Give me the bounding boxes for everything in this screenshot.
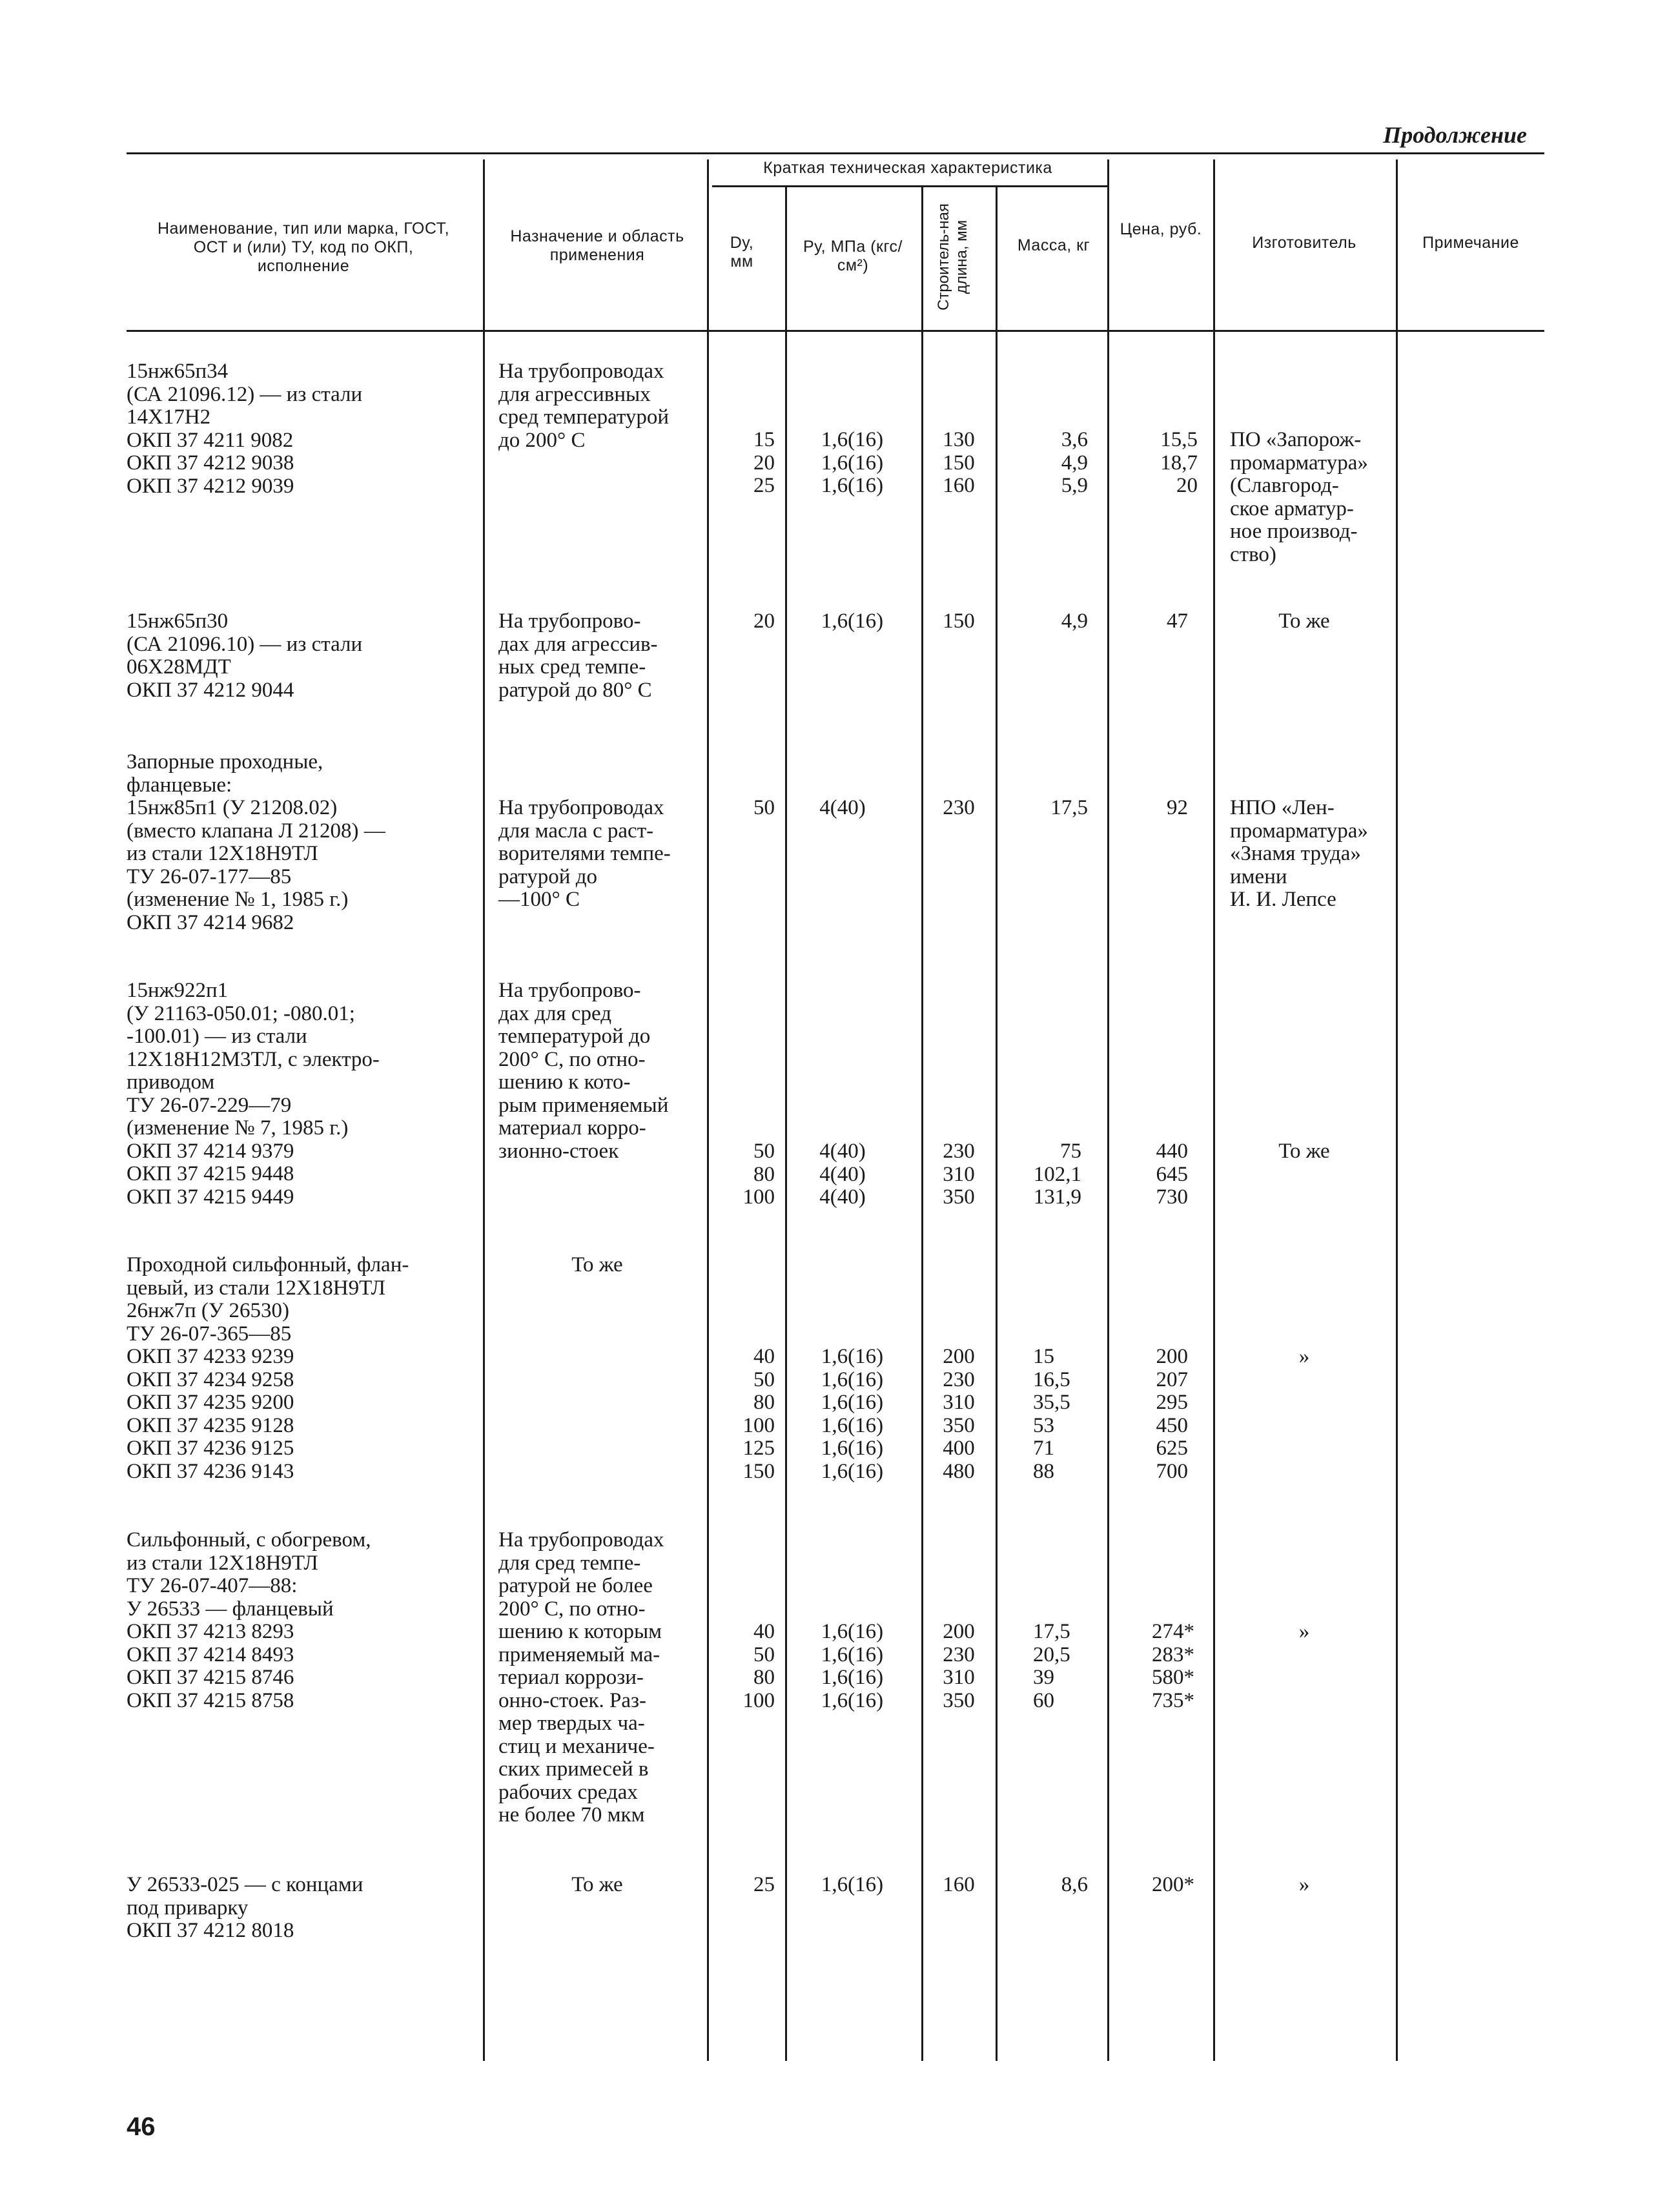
row-3-dy — [717, 797, 775, 820]
mass-value: 17,5 — [1050, 796, 1088, 819]
name-line: цевый, из стали 12Х18Н9ТЛ — [127, 1276, 386, 1300]
py-value: 1,6(16) — [821, 1459, 884, 1483]
row-3-py — [794, 797, 891, 820]
purpose-line: На трубопрово- — [498, 609, 641, 633]
purpose-line: зионно-стоек — [498, 1139, 619, 1163]
header-note: Примечание — [1422, 234, 1519, 252]
maker-line: ское арматур- — [1230, 497, 1354, 520]
length-value: 230 — [943, 1643, 975, 1666]
purpose-line: териал коррози- — [498, 1666, 644, 1689]
purpose-line: ратурой не более — [498, 1574, 653, 1597]
mass-value: 53 — [1033, 1413, 1054, 1437]
name-line: ОКП 37 4214 9682 — [127, 910, 294, 934]
dy-value: 80 — [753, 1162, 775, 1186]
purpose-line: На трубопроводах — [498, 360, 664, 383]
name-line: ОКП 37 4215 8746 — [127, 1666, 294, 1689]
dy-value: 25 — [753, 474, 775, 497]
row-4-name — [127, 979, 380, 1209]
row-4-length — [930, 1140, 988, 1209]
length-value: 160 — [943, 474, 975, 497]
dy-value: 50 — [753, 1367, 775, 1391]
col-divider-3 — [785, 187, 787, 2061]
name-line: 15нж85п1 (У 21208.02) — [127, 796, 338, 819]
dy-value: 80 — [753, 1391, 775, 1414]
name-line: ОКП 37 4215 8758 — [127, 1688, 294, 1712]
purpose-line: дах для агрессив- — [498, 632, 658, 656]
dy-value: 80 — [753, 1666, 775, 1689]
maker-line: промарматура» — [1230, 451, 1368, 475]
name-line: ОКП 37 4212 9039 — [127, 474, 294, 498]
dy-value: 25 — [753, 1873, 775, 1896]
col-divider-8 — [1396, 159, 1398, 2061]
row-5-dy — [717, 1346, 775, 1483]
mass-value: 131,9 — [1033, 1185, 1081, 1209]
header-py: Pу, МПа (кгс/см²) — [803, 238, 903, 274]
purpose-line: рым применяемый — [498, 1093, 669, 1117]
mass-value: 17,5 — [1033, 1620, 1070, 1643]
purpose-line: То же — [571, 1873, 623, 1896]
length-value: 310 — [943, 1391, 975, 1414]
price-value: 207 — [1156, 1367, 1188, 1391]
py-value: 1,6(16) — [821, 609, 884, 633]
purpose-line: сред температурой — [498, 405, 670, 429]
row-1-dy — [717, 429, 775, 498]
purpose-line: ратурой до — [498, 865, 597, 888]
purpose-line: шению к которым — [498, 1620, 662, 1643]
name-line: ОКП 37 4212 9044 — [127, 678, 294, 702]
py-value: 1,6(16) — [821, 1367, 884, 1391]
maker-line: промарматура» — [1230, 819, 1368, 843]
name-line: приводом — [127, 1070, 215, 1094]
continuation-label: Продолжение — [1383, 122, 1527, 148]
name-line: ОКП 37 4211 9082 — [127, 428, 294, 452]
row-2-py — [794, 610, 910, 633]
row-2-mass — [1004, 610, 1088, 633]
py-value: 1,6(16) — [821, 474, 884, 497]
maker-line: ное производ- — [1230, 520, 1358, 543]
row-6-name — [127, 1529, 371, 1712]
name-line: ТУ 26-07-229—79 — [127, 1093, 292, 1117]
price-value: 625 — [1156, 1437, 1188, 1460]
purpose-line: На трубопроводах — [498, 796, 664, 819]
header-subrule — [712, 185, 1107, 187]
row-5-py — [794, 1346, 910, 1483]
name-line: (изменение № 1, 1985 г.) — [127, 888, 349, 911]
purpose-line: материал корро- — [498, 1116, 646, 1140]
length-value: 160 — [943, 1873, 975, 1896]
row-2-length — [930, 610, 988, 633]
price-value: 730 — [1156, 1185, 1188, 1209]
header-dy: Dу, мм — [730, 234, 754, 271]
price-value: 200 — [1156, 1345, 1188, 1368]
row-4-purpose — [498, 979, 668, 1163]
purpose-line: ских примесей в — [498, 1757, 649, 1781]
row-5-mass — [1033, 1346, 1070, 1483]
row-6-mass — [1033, 1621, 1070, 1712]
row-7-dy — [717, 1874, 775, 1897]
purpose-line: На трубопрово- — [498, 979, 641, 1002]
name-line: ОКП 37 4214 8493 — [127, 1643, 294, 1666]
dy-value: 100 — [742, 1185, 775, 1209]
purpose-line: шению к кото- — [498, 1070, 631, 1094]
name-line: Сильфонный, с обогревом, — [127, 1528, 371, 1551]
row-7-length — [930, 1874, 988, 1897]
row-5-purpose — [491, 1254, 704, 1277]
row-3-purpose — [498, 797, 671, 912]
row-1-name — [127, 360, 362, 498]
length-value: 200 — [943, 1345, 975, 1368]
name-line: 15нж65п34 — [127, 360, 229, 383]
price-value: 274* — [1152, 1620, 1194, 1643]
price-value: 200* — [1152, 1873, 1194, 1896]
table-top-rule — [127, 152, 1544, 154]
name-line: 26нж7п (У 26530) — [127, 1299, 289, 1322]
row-4-py — [794, 1140, 891, 1209]
length-value: 150 — [943, 609, 975, 633]
name-line: 15нж65п30 — [127, 609, 229, 633]
row-1-length — [930, 429, 988, 498]
page-number: 46 — [127, 2113, 156, 2141]
length-value: 130 — [943, 428, 975, 451]
header-mass: Масса, кг — [1017, 236, 1090, 254]
py-value: 4(40) — [819, 796, 866, 819]
py-value: 1,6(16) — [821, 1873, 884, 1896]
row-7-maker — [1217, 1874, 1391, 1897]
mass-value: 4,9 — [1061, 451, 1088, 475]
py-value: 1,6(16) — [821, 1413, 884, 1437]
purpose-line: для сред темпе- — [498, 1551, 641, 1575]
name-line: Проходной сильфонный, флан- — [127, 1253, 409, 1276]
purpose-line: 200° С, по отно- — [498, 1047, 646, 1071]
row-6-price — [1117, 1621, 1194, 1712]
dy-value: 20 — [753, 451, 775, 475]
purpose-line: до 200° С — [498, 428, 586, 452]
mass-value: 60 — [1033, 1688, 1054, 1712]
purpose-line: ворителями темпе- — [498, 842, 671, 865]
dy-value: 50 — [753, 1643, 775, 1666]
row-5-name — [127, 1254, 409, 1483]
name-line: (У 21163-050.01; -080.01; — [127, 1001, 355, 1025]
mass-value: 102,1 — [1033, 1162, 1081, 1186]
row-3-maker — [1230, 797, 1368, 912]
length-value: 310 — [943, 1162, 975, 1186]
purpose-line: рабочих средах — [498, 1780, 638, 1804]
purpose-line: применяемый ма- — [498, 1643, 660, 1666]
maker-line: » — [1298, 1873, 1310, 1896]
name-line: У 26533-025 — с концами — [127, 1873, 363, 1896]
maker-line: И. И. Лепсе — [1230, 888, 1336, 911]
name-line: ОКП 37 4233 9239 — [127, 1345, 294, 1368]
row-1-py — [794, 429, 910, 498]
row-1-price — [1117, 429, 1198, 498]
purpose-line: не более 70 мкм — [498, 1803, 645, 1827]
length-value: 480 — [943, 1459, 975, 1483]
dy-value: 100 — [742, 1688, 775, 1712]
row-7-purpose — [491, 1874, 704, 1897]
length-value: 350 — [943, 1413, 975, 1437]
price-value: 440 — [1156, 1140, 1188, 1163]
dy-value: 20 — [753, 609, 775, 633]
price-value: 645 — [1156, 1162, 1188, 1186]
dy-value: 40 — [753, 1345, 775, 1368]
purpose-line: для агрессивных — [498, 382, 651, 406]
col-divider-4 — [921, 187, 923, 2061]
header-bottom-rule — [127, 330, 1544, 332]
name-line: (вместо клапана Л 21208) — — [127, 819, 385, 843]
mass-value: 4,9 — [1061, 609, 1088, 633]
col-divider-1 — [483, 159, 485, 2061]
row-4-mass — [1004, 1140, 1081, 1209]
row-7-name — [127, 1874, 363, 1943]
row-3-price — [1117, 797, 1188, 820]
mass-value: 71 — [1033, 1437, 1054, 1460]
row-2-dy — [717, 610, 775, 633]
price-value: 700 — [1156, 1459, 1188, 1483]
row-7-mass — [1004, 1874, 1088, 1897]
header-brief: Краткая техническая характеристика — [763, 159, 1052, 177]
maker-line: » — [1298, 1345, 1310, 1368]
dy-value: 50 — [753, 796, 775, 819]
mass-value: 39 — [1033, 1666, 1054, 1689]
col-divider-5 — [996, 187, 998, 2061]
length-value: 200 — [943, 1620, 975, 1643]
name-line: (изменение № 7, 1985 г.) — [127, 1116, 349, 1140]
row-2-name — [127, 610, 362, 702]
purpose-line: дах для сред — [498, 1001, 612, 1025]
py-value: 4(40) — [819, 1140, 866, 1163]
purpose-line: ратурой до 80° С — [498, 678, 652, 702]
header-price: Цена, руб. — [1120, 220, 1202, 238]
py-value: 1,6(16) — [821, 1620, 884, 1643]
length-value: 150 — [943, 451, 975, 475]
col-divider-6 — [1107, 159, 1109, 2061]
py-value: 1,6(16) — [821, 1643, 884, 1666]
py-value: 1,6(16) — [821, 1391, 884, 1414]
row-6-purpose — [498, 1529, 664, 1827]
mass-value: 16,5 — [1033, 1367, 1070, 1391]
mass-value: 35,5 — [1033, 1391, 1070, 1414]
mass-value: 8,6 — [1061, 1873, 1088, 1896]
row-3-length — [930, 797, 988, 820]
name-line: 06Х28МДТ — [127, 655, 231, 679]
header-length: Строитель-ная длина, мм — [935, 203, 970, 311]
py-value: 1,6(16) — [821, 451, 884, 475]
maker-line: То же — [1278, 1140, 1330, 1163]
dy-value: 125 — [742, 1437, 775, 1460]
maker-line: То же — [1278, 609, 1330, 633]
row-5-price — [1117, 1346, 1188, 1483]
length-value: 230 — [943, 1140, 975, 1163]
name-line: 15нж922п1 — [127, 979, 229, 1002]
name-line: ОКП 37 4215 9448 — [127, 1162, 294, 1185]
row-4-price — [1117, 1140, 1188, 1209]
row-1-mass — [1004, 429, 1088, 498]
name-line: -100.01) — из стали — [127, 1025, 307, 1048]
maker-line: ство) — [1230, 542, 1276, 566]
row-5-maker — [1217, 1346, 1391, 1369]
name-line: ОКП 37 4212 9038 — [127, 451, 294, 475]
py-value: 1,6(16) — [821, 1437, 884, 1460]
name-line: ОКП 37 4235 9128 — [127, 1413, 294, 1437]
name-line: под приварку — [127, 1896, 249, 1920]
name-line: У 26533 — фланцевый — [127, 1597, 334, 1621]
length-value: 350 — [943, 1185, 975, 1209]
maker-line: (Славгород- — [1230, 474, 1339, 497]
name-line: ОКП 37 4236 9125 — [127, 1437, 294, 1460]
length-value: 400 — [943, 1437, 975, 1460]
name-line: ОКП 37 4215 9449 — [127, 1185, 294, 1209]
dy-value: 40 — [753, 1620, 775, 1643]
name-line: (СА 21096.12) — из стали — [127, 382, 363, 406]
name-line: 12Х18Н12М3ТЛ, с электро- — [127, 1047, 380, 1071]
length-value: 230 — [943, 796, 975, 819]
price-value: 580* — [1152, 1666, 1194, 1689]
purpose-line: ных сред темпе- — [498, 655, 646, 679]
row-3-name — [127, 751, 385, 934]
name-line: ОКП 37 4236 9143 — [127, 1459, 294, 1483]
purpose-line: —100° С — [498, 888, 580, 911]
row-6-py — [794, 1621, 910, 1712]
name-line: ОКП 37 4212 8018 — [127, 1919, 294, 1942]
col-divider-7 — [1213, 159, 1215, 2061]
maker-line: ПО «Запорож- — [1230, 428, 1362, 451]
name-line: ТУ 26-07-365—85 — [127, 1322, 292, 1346]
price-value: 15,5 — [1160, 428, 1198, 451]
py-value: 1,6(16) — [821, 428, 884, 451]
maker-line: имени — [1230, 865, 1287, 888]
name-line: фланцевые: — [127, 773, 232, 797]
row-4-maker — [1217, 1140, 1391, 1163]
length-value: 350 — [943, 1688, 975, 1712]
dy-value: 150 — [742, 1459, 775, 1483]
row-6-length — [930, 1621, 988, 1712]
header-maker: Изготовитель — [1252, 234, 1356, 252]
length-value: 310 — [943, 1666, 975, 1689]
py-value: 1,6(16) — [821, 1688, 884, 1712]
purpose-line: для масла с раст- — [498, 819, 654, 843]
maker-line: «Знамя труда» — [1230, 842, 1361, 865]
row-1-maker — [1230, 429, 1368, 566]
py-value: 4(40) — [819, 1162, 866, 1186]
py-value: 1,6(16) — [821, 1345, 884, 1368]
name-line: ТУ 26-07-407—88: — [127, 1574, 298, 1597]
maker-line: » — [1298, 1620, 1310, 1643]
name-line: ОКП 37 4235 9200 — [127, 1391, 294, 1414]
price-value: 283* — [1152, 1643, 1194, 1666]
purpose-line: 200° С, по отно- — [498, 1597, 646, 1621]
mass-value: 75 — [1060, 1140, 1081, 1163]
purpose-line: То же — [571, 1253, 623, 1276]
row-6-maker — [1217, 1621, 1391, 1644]
name-line: из стали 12Х18Н9ТЛ — [127, 1551, 318, 1575]
row-7-py — [794, 1874, 910, 1897]
price-value: 735* — [1152, 1688, 1194, 1712]
purpose-line: температурой до — [498, 1025, 651, 1048]
row-3-mass — [1004, 797, 1088, 820]
price-value: 92 — [1167, 796, 1188, 819]
price-value: 18,7 — [1160, 451, 1198, 475]
name-line: 14Х17Н2 — [127, 405, 211, 429]
name-line: ОКП 37 4213 8293 — [127, 1620, 294, 1643]
mass-value: 15 — [1033, 1345, 1054, 1368]
mass-value: 88 — [1033, 1459, 1054, 1483]
row-7-price — [1117, 1874, 1194, 1897]
maker-line: НПО «Лен- — [1230, 796, 1335, 819]
row-4-dy — [717, 1140, 775, 1209]
purpose-line: мер твердых ча- — [498, 1712, 645, 1735]
length-value: 230 — [943, 1367, 975, 1391]
dy-value: 15 — [753, 428, 775, 451]
mass-value: 20,5 — [1033, 1643, 1070, 1666]
price-value: 295 — [1156, 1391, 1188, 1414]
mass-value: 5,9 — [1061, 474, 1088, 497]
purpose-line: На трубопроводах — [498, 1528, 664, 1551]
purpose-line: стиц и механиче- — [498, 1734, 655, 1758]
name-line: ОКП 37 4214 9379 — [127, 1139, 294, 1163]
dy-value: 50 — [753, 1140, 775, 1163]
row-6-dy — [717, 1621, 775, 1712]
py-value: 4(40) — [819, 1185, 866, 1209]
purpose-line: онно-стоек. Раз- — [498, 1688, 647, 1712]
price-value: 20 — [1176, 474, 1198, 497]
row-2-price — [1117, 610, 1188, 633]
name-line: ТУ 26-07-177—85 — [127, 865, 292, 888]
header-purpose: Назначение и область применения — [510, 227, 684, 264]
row-2-purpose — [498, 610, 658, 702]
name-line: Запорные проходные, — [127, 750, 323, 773]
dy-value: 100 — [742, 1413, 775, 1437]
col-divider-2 — [707, 159, 709, 2061]
name-line: (СА 21096.10) — из стали — [127, 632, 363, 656]
row-1-purpose — [498, 360, 669, 452]
mass-value: 3,6 — [1061, 428, 1088, 451]
price-value: 47 — [1167, 609, 1188, 633]
row-5-length — [930, 1346, 988, 1483]
py-value: 1,6(16) — [821, 1666, 884, 1689]
price-value: 450 — [1156, 1413, 1188, 1437]
name-line: ОКП 37 4234 9258 — [127, 1367, 294, 1391]
row-2-maker — [1217, 610, 1391, 633]
header-name: Наименование, тип или марка, ГОСТ, ОСТ и (или) ТУ, код по ОКП, исполнение — [157, 220, 450, 275]
name-line: из стали 12Х18Н9ТЛ — [127, 842, 318, 865]
